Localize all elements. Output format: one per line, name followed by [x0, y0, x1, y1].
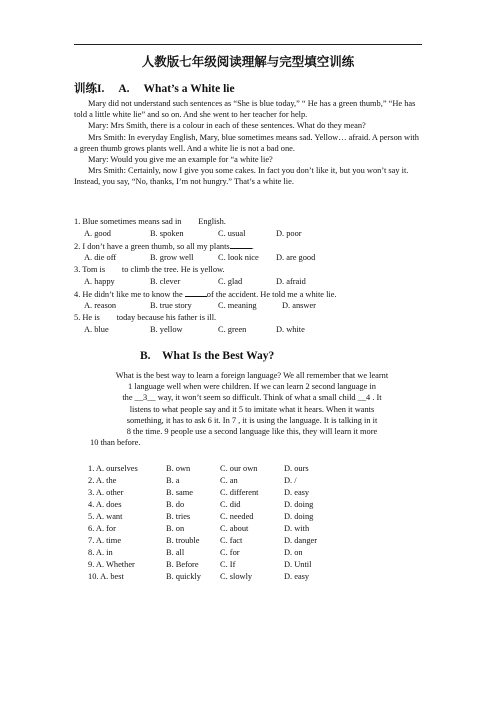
option[interactable]: D. danger	[284, 536, 318, 545]
option[interactable]: C. did	[220, 500, 241, 509]
option[interactable]: D. answer	[282, 301, 316, 310]
passage-line: the __3__ way, it won’t seem so difficult. Think of what a small child __4 . It	[122, 393, 382, 403]
option[interactable]: C. an	[220, 476, 238, 485]
option[interactable]: 6. A. for	[88, 524, 116, 533]
question-stem: 1. Blue sometimes means sad in English.	[74, 217, 226, 226]
option[interactable]: A. die off	[84, 253, 117, 262]
passage-paragraph: Mary: Mrs Smith, there is a colour in each of these sentences. What do they mean?	[88, 121, 366, 131]
option[interactable]: 7. A. time	[88, 536, 122, 545]
option[interactable]: B. spoken	[150, 229, 184, 238]
question-stem: 2. I don’t have a green thumb, so all my plants .	[74, 242, 254, 251]
training-label: 训练I.	[74, 83, 105, 95]
option[interactable]: D. with	[284, 524, 310, 533]
option[interactable]: C. meaning	[218, 301, 257, 310]
option[interactable]: D. poor	[276, 229, 302, 238]
passage-line: listens to what people say and it 5 to imitate what it hears. When it wants	[129, 404, 375, 414]
passage-paragraph: Mary did not understand such sentences as “She is blue today,” “ He has a green thumb,” “He has told a little white lie” and so on. And she went to her teacher for help.	[74, 99, 416, 120]
option[interactable]: B. Before	[166, 560, 199, 569]
option[interactable]: D. doing	[284, 512, 314, 521]
passage-a	[74, 98, 424, 188]
option[interactable]: C. about	[220, 524, 249, 533]
option[interactable]: B. own	[166, 464, 191, 473]
option[interactable]: C. for	[220, 548, 240, 557]
option[interactable]: D. easy	[284, 488, 310, 497]
option[interactable]: D. white	[276, 325, 305, 334]
page-title: 人教版七年级阅读理解与完型填空训练	[141, 54, 355, 69]
option[interactable]: B. clever	[150, 277, 181, 286]
passage-line: 8 the time. 9 people use a second language like this, they will learn it more	[126, 427, 378, 437]
option[interactable]: B. quickly	[166, 572, 201, 581]
passage-line: 10 than before.	[90, 438, 141, 448]
option[interactable]: A. good	[84, 229, 111, 238]
question-stem: 4. He didn’t like me to know the of the accident. He told me a white lie.	[74, 290, 337, 299]
top-rule	[74, 44, 422, 45]
option[interactable]: B. trouble	[166, 536, 200, 545]
option[interactable]: D. are good	[276, 253, 316, 262]
option[interactable]: D. doing	[284, 500, 314, 509]
option[interactable]: C. different	[220, 488, 259, 497]
option[interactable]: D. easy	[284, 572, 310, 581]
option[interactable]: 2. A. the	[88, 476, 117, 485]
section-a-letter: A.	[118, 83, 130, 95]
option[interactable]: D. ours	[284, 464, 309, 473]
passage-line: What is the best way to learn a foreign language? We all remember that we learnt	[115, 371, 389, 380]
option[interactable]: B. tries	[166, 512, 191, 521]
option[interactable]: D. afraid	[276, 277, 306, 286]
option[interactable]: A. reason	[84, 301, 117, 310]
option[interactable]: C. look nice	[218, 253, 259, 262]
option[interactable]: C. usual	[218, 229, 246, 238]
passage-paragraph: Mrs Smith: Certainly, now I give you some cakes. In fact you don’t like it, but you won’t say it. Instead, you say, “No, thanks, I’m not hungry.” That’s a white lie.	[74, 166, 409, 187]
option[interactable]: D. on	[284, 548, 303, 557]
passage-line: 1 language well when were children. If we can learn 2 second language in	[128, 382, 376, 392]
option[interactable]: B. yellow	[150, 325, 183, 334]
option[interactable]: 8. A. in	[88, 548, 113, 557]
passage-line: something, it has to ask 6 it. In 7 , it is using the language. It is talking in it	[126, 415, 378, 425]
option[interactable]: A. happy	[84, 277, 115, 286]
option[interactable]: B. all	[166, 548, 185, 557]
option[interactable]: B. true story	[150, 301, 192, 310]
option[interactable]: C. needed	[220, 512, 254, 521]
section-b-heading	[140, 350, 274, 362]
section-b-letter: B.	[140, 350, 151, 362]
option[interactable]: C. green	[218, 325, 247, 334]
option[interactable]: 4. A. does	[88, 500, 122, 509]
question-stem: 3. Tom is to climb the tree. He is yellow.	[74, 265, 225, 274]
option[interactable]: B. on	[166, 524, 185, 533]
option[interactable]: 9. A. Whether	[88, 560, 135, 569]
option[interactable]: B. do	[166, 500, 185, 509]
answer-blank	[185, 288, 207, 297]
option[interactable]: A. blue	[84, 325, 109, 334]
option[interactable]: C. fact	[220, 536, 243, 545]
answer-blank	[230, 240, 252, 249]
section-a-title: What’s a White lie	[143, 83, 235, 95]
option[interactable]: 10. A. best	[88, 572, 124, 581]
section-a-heading	[74, 80, 235, 96]
option[interactable]: 3. A. other	[88, 488, 124, 497]
option[interactable]: B. same	[166, 488, 193, 497]
option[interactable]: C. slowly	[220, 572, 253, 581]
question-stem: 5. He is today because his father is ill.	[74, 313, 217, 322]
option[interactable]: B. grow well	[150, 253, 194, 262]
option[interactable]: 1. A. ourselves	[88, 464, 138, 473]
option[interactable]: C. glad	[218, 277, 243, 286]
option[interactable]: 5. A. want	[88, 512, 123, 521]
option[interactable]: D. Until	[284, 560, 312, 569]
option[interactable]: D. /	[284, 476, 297, 485]
section-b-title: What Is the Best Way?	[162, 350, 275, 362]
option[interactable]: C. If	[220, 560, 236, 569]
passage-paragraph: Mrs Smith: In everyday English, Mary, blue sometimes means sad. Yellow… afraid. A person with a green thumb grows plants well. And a white lie is not a bad one.	[74, 132, 419, 153]
option[interactable]: C. our own	[220, 464, 258, 473]
passage-b	[80, 370, 424, 448]
passage-paragraph: Mary: Would you give me an example for “a white lie?	[88, 155, 273, 165]
option[interactable]: B. a	[166, 476, 180, 485]
